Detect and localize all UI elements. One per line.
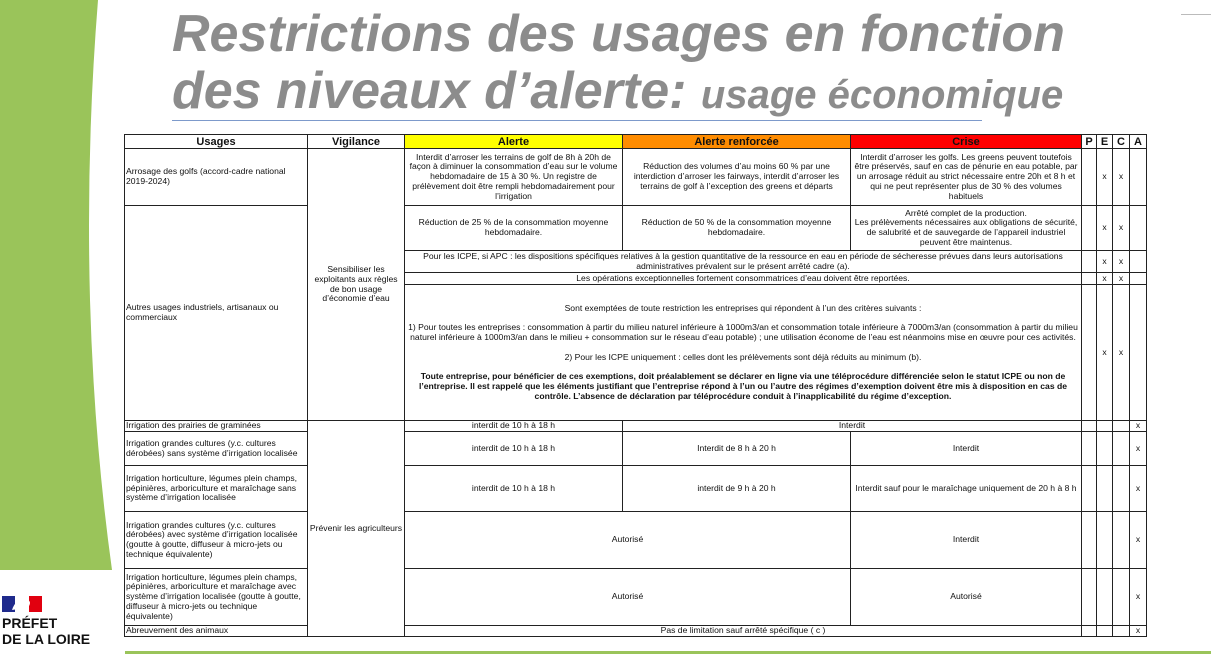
prairies-e — [1097, 421, 1113, 432]
horti-sans-alerte: interdit de 10 h à 18 h — [405, 466, 623, 512]
usage-industrie: Autres usages industriels, artisanaux ou commerciaux — [125, 206, 308, 421]
exemptions-p — [1082, 285, 1097, 421]
prairies-a: x — [1130, 421, 1147, 432]
usage-horti-avec: Irrigation horticulture, légumes plein champs, pépinières, arboriculture et maraîchage avec système d’irrigation localisée (goutte à goutte, diffuseur à micro-jets ou technique équivalente) — [125, 569, 308, 626]
usage-gc-avec: Irrigation grandes cultures (y.c. cultures dérobées) avec système d’irrigation localisée (goutte à goutte, diffuseur à micro-jets ou technique équivalente) — [125, 512, 308, 569]
gc-sans-a: x — [1130, 432, 1147, 466]
golfs-alerte: Interdit d’arroser les terrains de golf de 8h à 20h de façon à diminuer la consommation d’eau sur le volume hebdomadaire de 15 à 30 %. Un registre de prélèvement doit être rempli hebdomadairement pour l’irrigation — [405, 149, 623, 206]
prairies-renf-crise: Interdit — [623, 421, 1082, 432]
table-row-abreuvement — [125, 626, 1147, 637]
usage-horti-sans: Irrigation horticulture, légumes plein champs, pépinières, arboriculture et maraîchage sans système d’irrigation localisée — [125, 466, 308, 512]
marianne-flag-icon — [2, 596, 42, 612]
horti-sans-renforcee: interdit de 9 h à 20 h — [623, 466, 851, 512]
golfs-crise: Interdit d’arroser les golfs. Les greens peuvent toutefois être préservés, sauf en cas de pénurie en eau potable, par un arrosage réduit au strict nécessaire entre 20h et 8 h et qui ne peut représenter plus de 30 % des volumes habituels — [851, 149, 1082, 206]
table-row-horti-sans — [125, 466, 1147, 512]
exemptions-intro: Sont exemptées de toute restriction les entreprises qui répondent à l’un des critères suivants : — [564, 302, 922, 313]
operations-e: x — [1097, 273, 1113, 285]
icpe-p — [1082, 251, 1097, 273]
header-a: A — [1130, 135, 1147, 149]
gc-avec-c — [1113, 512, 1130, 569]
icpe-e: x — [1097, 251, 1113, 273]
gc-sans-e — [1097, 432, 1113, 466]
industrie-alerte: Réduction de 25 % de la consommation moyenne hebdomadaire. — [405, 206, 623, 251]
exemptions-c: x — [1113, 285, 1130, 421]
restrictions-table — [124, 134, 1147, 637]
header-usages: Usages — [125, 135, 308, 149]
gc-avec-p — [1082, 512, 1097, 569]
industrie-a — [1130, 206, 1147, 251]
golfs-c: x — [1113, 149, 1130, 206]
title-line-1: Restrictions des usages en fonction — [172, 5, 1065, 63]
decorative-green-band — [0, 0, 118, 570]
header-alerte-renforcee: Alerte renforcée — [623, 135, 851, 149]
horti-avec-a: x — [1130, 569, 1147, 626]
golfs-e: x — [1097, 149, 1113, 206]
gc-sans-p — [1082, 432, 1097, 466]
page-title — [172, 6, 1202, 124]
horti-sans-e — [1097, 466, 1113, 512]
operations-text: Les opérations exceptionnelles fortement consommatrices d’eau doivent être reportées. — [405, 273, 1082, 285]
horti-sans-a: x — [1130, 466, 1147, 512]
industrie-crise-line2: Les prélèvements nécessaires aux obligations de sécurité, de salubrité et de sauvegarde de l’appareil industriel peuvent être maintenus. — [854, 217, 1078, 247]
usage-gc-sans: Irrigation grandes cultures (y.c. cultures dérobées) sans système d’irrigation localisée — [125, 432, 308, 466]
icpe-text: Pour les ICPE, si APC : les dispositions spécifiques relatives à la gestion quantitative de la ressource en eau en période de sécheresse prévues dans leurs autorisations administratives prévalent sur le présent arrêté cadre (a). — [405, 251, 1082, 273]
gc-sans-alerte: interdit de 10 h à 18 h — [405, 432, 623, 466]
gc-avec-crise: Interdit — [851, 512, 1082, 569]
golfs-renforcee: Réduction des volumes d’au moins 60 % par une interdiction d’arroser les fairways, interdit d’arroser les terrains de golf à l’exception des greens et départs — [623, 149, 851, 206]
operations-p — [1082, 273, 1097, 285]
operations-c: x — [1113, 273, 1130, 285]
operations-a — [1130, 273, 1147, 285]
header-crise: Crise — [851, 135, 1082, 149]
industrie-crise-line1: Arrêté complet de la production. — [905, 207, 1027, 218]
header-p: P — [1082, 135, 1097, 149]
header-alerte: Alerte — [405, 135, 623, 149]
icpe-c: x — [1113, 251, 1130, 273]
gc-avec-alerte-renf: Autorisé — [405, 512, 851, 569]
gc-avec-a: x — [1130, 512, 1147, 569]
exemptions-cell — [405, 285, 1082, 421]
industrie-renforcee: Réduction de 50 % de la consommation moyenne hebdomadaire. — [623, 206, 851, 251]
header-vigilance: Vigilance — [308, 135, 405, 149]
abreuvement-a: x — [1130, 626, 1147, 637]
usage-prairies: Irrigation des prairies de graminées — [125, 421, 308, 432]
prefet-name-line2: DE LA LOIRE — [2, 631, 91, 647]
gc-sans-renforcee: Interdit de 8 h à 20 h — [623, 432, 851, 466]
prefet-logo — [2, 596, 112, 647]
abreuvement-c — [1113, 626, 1130, 637]
exemptions-point1: 1) Pour toutes les entreprises : consommation à partir du milieu naturel inférieure à 1000m3/an et consommation totale inférieure à 7000m3/an (consommation à partir du milieu naturel inférieure à 1000m3/an dans le milieu + consommation sur le réseau d’eau potable) ; une utilisation économe de l’eau est néanmoins mise en œuvre pour ces activités. — [408, 322, 1078, 342]
table-row-prairies — [125, 421, 1147, 432]
horti-avec-crise: Autorisé — [851, 569, 1082, 626]
prairies-alerte: interdit de 10 h à 18 h — [405, 421, 623, 432]
header-e: E — [1097, 135, 1113, 149]
header-row — [125, 135, 1147, 149]
horti-avec-c — [1113, 569, 1130, 626]
golfs-a — [1130, 149, 1147, 206]
horti-sans-c — [1113, 466, 1130, 512]
usage-golfs: Arrosage des golfs (accord-cadre national 2019-2024) — [125, 149, 308, 206]
table-row-horti-avec — [125, 569, 1147, 626]
prairies-p — [1082, 421, 1097, 432]
gc-avec-e — [1097, 512, 1113, 569]
table-row-gc-sans — [125, 432, 1147, 466]
industrie-c: x — [1113, 206, 1130, 251]
exemptions-e: x — [1097, 285, 1113, 421]
horti-sans-p — [1082, 466, 1097, 512]
abreuvement-text: Pas de limitation sauf arrêté spécifique ( c ) — [405, 626, 1082, 637]
vigilance-industrie: Sensibiliser les exploitants aux règles de bon usage d’économie d’eau — [308, 149, 405, 421]
industrie-e: x — [1097, 206, 1113, 251]
prefet-name-line1: PRÉFET — [2, 615, 58, 631]
header-c: C — [1113, 135, 1130, 149]
horti-avec-alerte-renf: Autorisé — [405, 569, 851, 626]
industrie-p — [1082, 206, 1097, 251]
prairies-c — [1113, 421, 1130, 432]
horti-sans-crise: Interdit sauf pour le maraîchage uniquement de 20 h à 8 h — [851, 466, 1082, 512]
abreuvement-e — [1097, 626, 1113, 637]
golfs-p — [1082, 149, 1097, 206]
abreuvement-p — [1082, 626, 1097, 637]
table-row-gc-avec — [125, 512, 1147, 569]
industrie-crise — [851, 206, 1082, 251]
icpe-a — [1130, 251, 1147, 273]
gc-sans-c — [1113, 432, 1130, 466]
title-subtitle: usage économique — [700, 73, 1064, 117]
exemptions-point2: 2) Pour les ICPE uniquement : celles dont les prélèvements sont déjà réduits au minimum (b). — [564, 351, 922, 362]
horti-avec-p — [1082, 569, 1097, 626]
usage-abreuvement: Abreuvement des animaux — [125, 626, 308, 637]
gc-sans-crise: Interdit — [851, 432, 1082, 466]
prefet-name — [2, 615, 112, 647]
table-row-industrie — [125, 206, 1147, 251]
title-line-2: des niveaux d’alerte: — [172, 62, 687, 120]
table-row-golfs — [125, 149, 1147, 206]
title-underline — [172, 120, 982, 121]
exemptions-a — [1130, 285, 1147, 421]
horti-avec-e — [1097, 569, 1113, 626]
vigilance-agriculture: Prévenir les agriculteurs — [308, 421, 405, 637]
exemptions-declaration: Toute entreprise, pour bénéficier de ces exemptions, doit préalablement se déclarer en ligne via une téléprocédure différenciée selon le statut ICPE ou non de l’entreprise. Il est rappelé que les éléments justifiant que l’entreprise répond à l’un ou l’autre des régimes d’exemption doivent être mis à disposition en cas de contrôle. L’absence de déclaration par téléprocédure conduit à l’inapplicabilité du régime d’exception. — [418, 371, 1068, 401]
